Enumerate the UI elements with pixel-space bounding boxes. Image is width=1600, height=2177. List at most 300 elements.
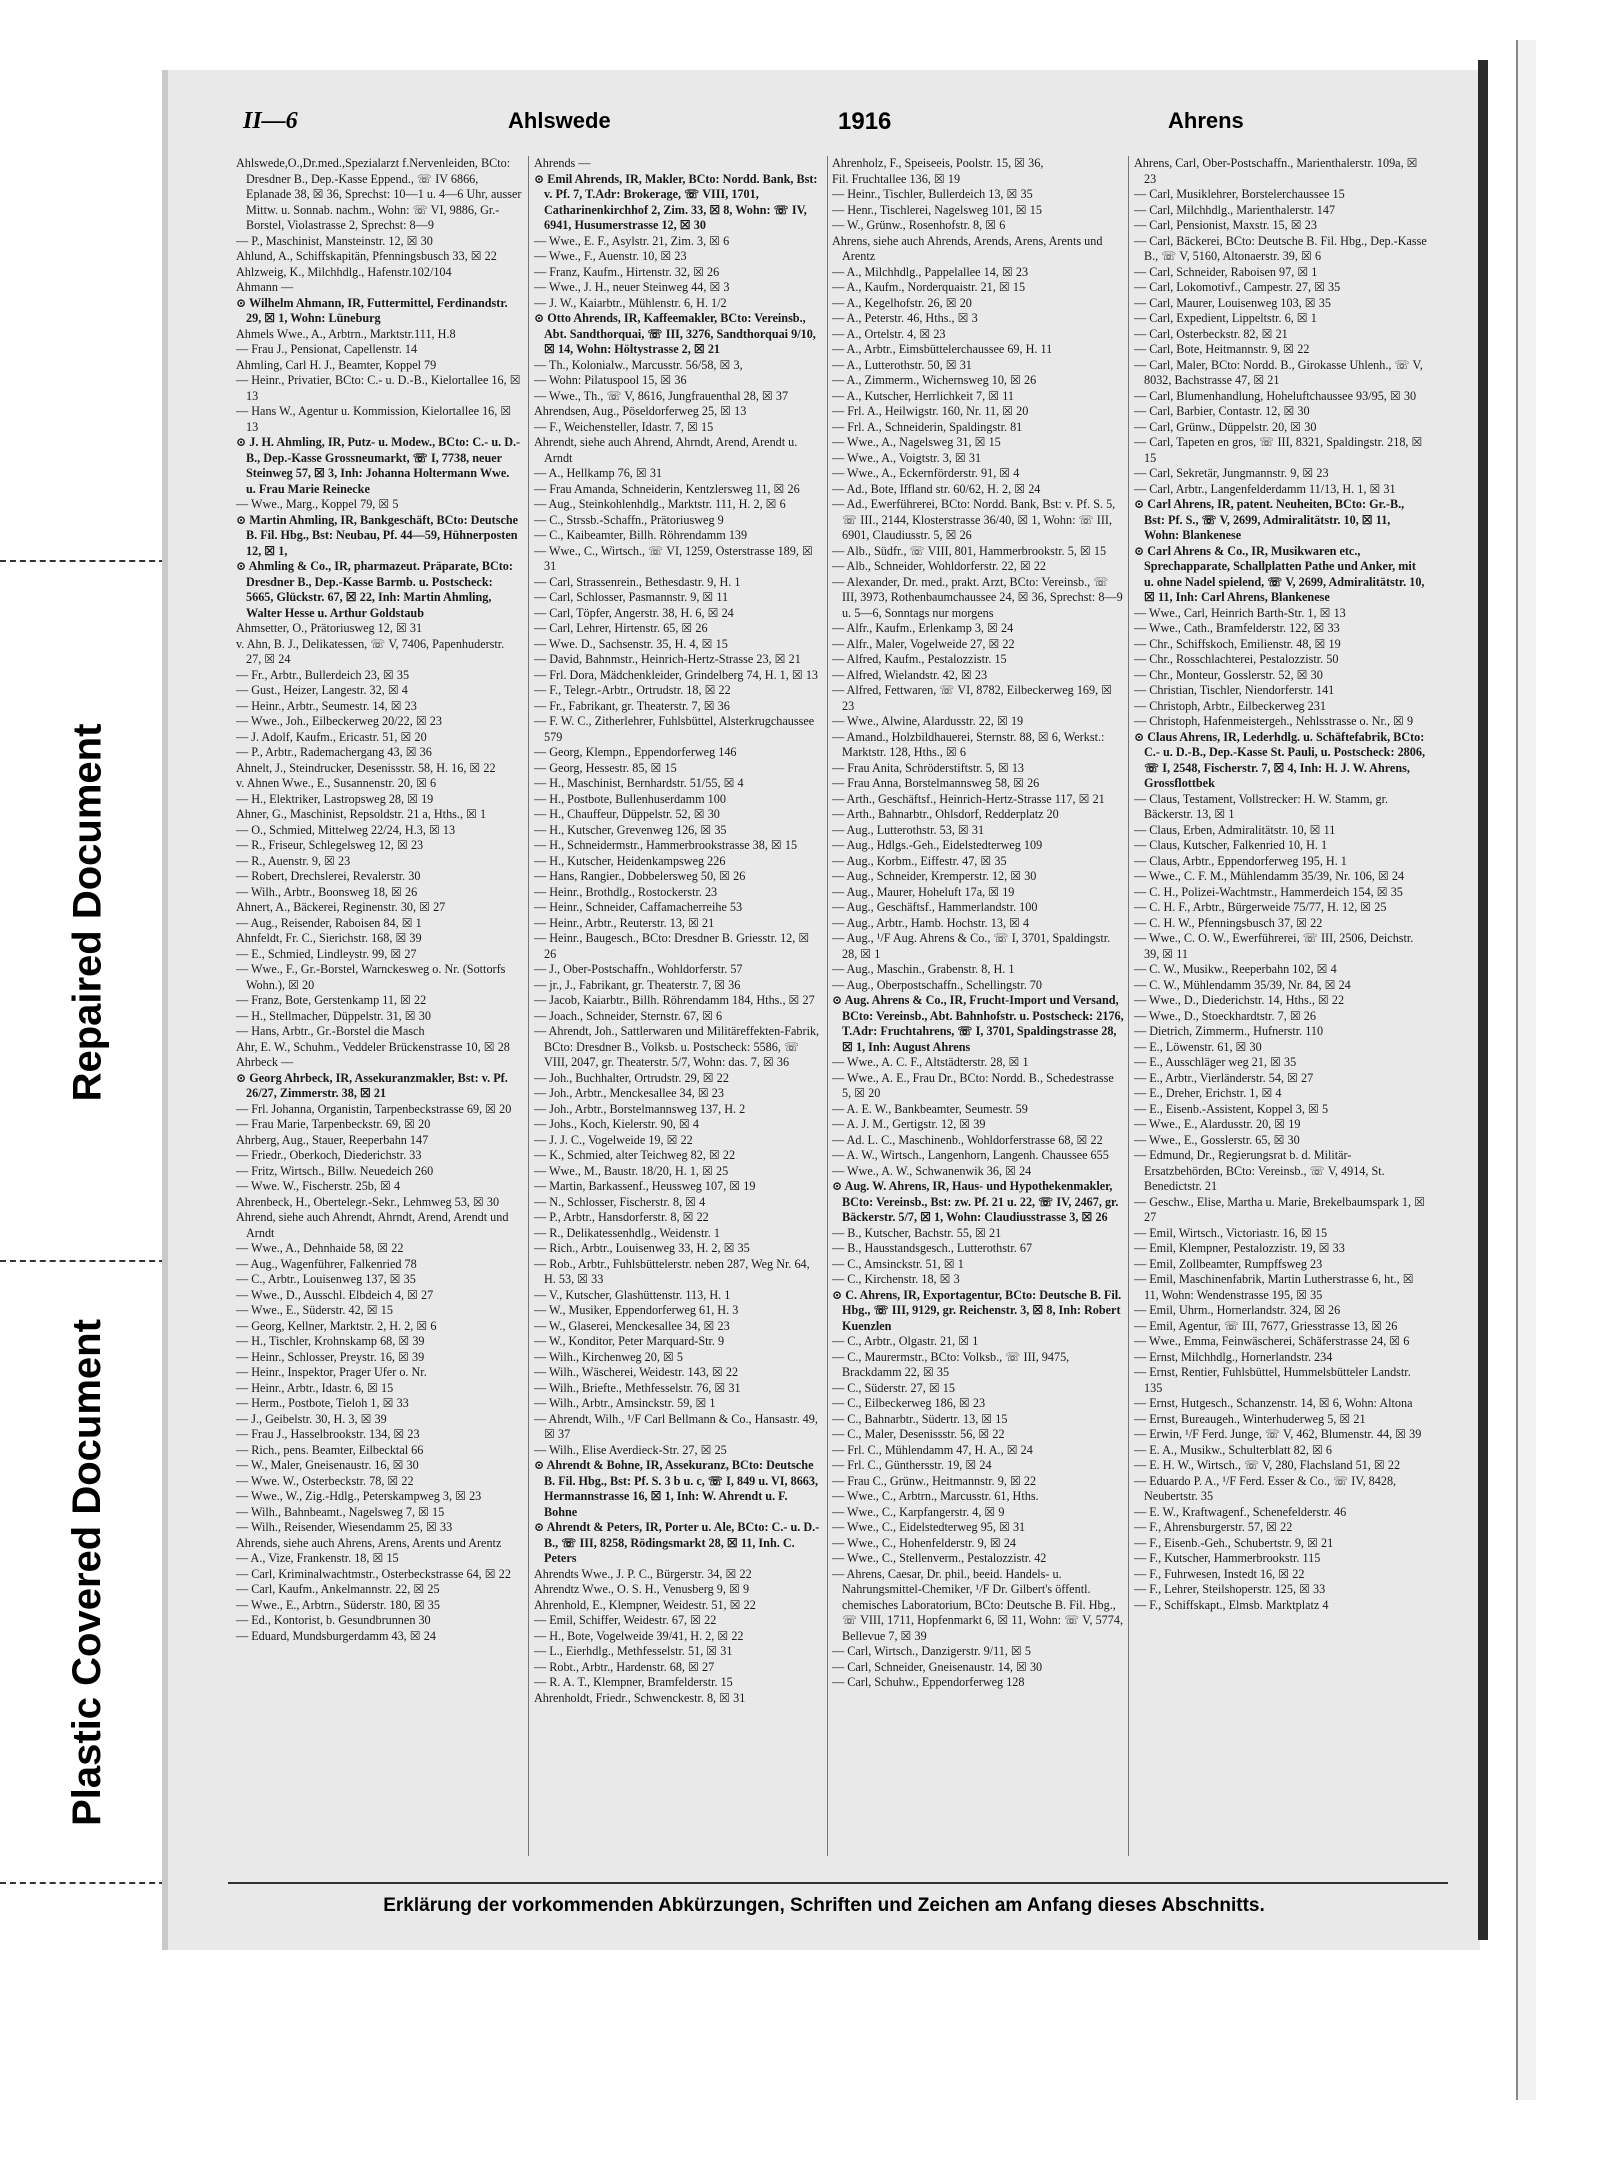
directory-column-4 bbox=[1134, 156, 1428, 1864]
directory-entry: — Alfr., Kaufm., Erlenkamp 3, ☒ 24 bbox=[832, 621, 1014, 635]
directory-entry: — Frau Anna, Borstelmannsweg 58, ☒ 26 bbox=[832, 776, 1040, 790]
directory-entry: — Carl, Maurer, Louisenweg 103, ☒ 35 bbox=[1134, 295, 1331, 310]
directory-entry: — Chr., Schiffskoch, Emilienstr. 48, ☒ 19 bbox=[1134, 636, 1341, 651]
page-number: II—6 bbox=[243, 108, 298, 134]
directory-entry: — Wwe., C. O. W., Ewerführerei, ☏ III, 2506, Deichstr. 39, ☒ 11 bbox=[1134, 931, 1414, 961]
directory-entry: Ahrendts Wwe., J. P. C., Bürgerstr. 34, ☒ 22 bbox=[534, 1566, 752, 1581]
directory-entry: — Carl, Schlosser, Pasmannstr. 9, ☒ 11 bbox=[534, 590, 729, 604]
directory-entry: — Carl, Musiklehrer, Borstelerchaussee 15 bbox=[1134, 187, 1345, 201]
directory-entry: Ahrberg, Aug., Stauer, Reeperbahn 147 bbox=[236, 1132, 429, 1147]
directory-entry: — Fr., Fabrikant, gr. Theaterstr. 7, ☒ 36 bbox=[534, 698, 730, 713]
directory-entry: Ahrends — bbox=[534, 156, 591, 170]
directory-entry: — Gust., Heizer, Langestr. 32, ☒ 4 bbox=[236, 683, 408, 697]
adjacent-page-edge bbox=[1516, 40, 1536, 2100]
directory-entry: ⊙ J. H. Ahmling, IR, Putz- u. Modew., BCto: C.- u. D.-B., Dep.-Kasse Grossneumarkt, ☏ I, 7738, neuer Steinweg 57, ☒ 3, Inh: Johanna Holtermann Wwe. u. Frau Marie Reinecke bbox=[236, 435, 521, 496]
directory-entry: — Wohn: Pilatuspool 15, ☒ 36 bbox=[534, 373, 687, 387]
directory-entry: Ahrendsen, Aug., Pöseldorferweg 25, ☒ 13 bbox=[534, 404, 747, 418]
directory-entry: — H., Bote, Vogelweide 39/41, H. 2, ☒ 22 bbox=[534, 1628, 744, 1643]
directory-entry: — N., Schlosser, Fischerstr. 8, ☒ 4 bbox=[534, 1194, 706, 1209]
directory-entry: — Ed., Kontorist, b. Gesundbrunnen 30 bbox=[236, 1613, 431, 1627]
directory-entry: — Johs., Koch, Kielerstr. 90, ☒ 4 bbox=[534, 1117, 699, 1131]
directory-entry: — P., Maschinist, Mansteinstr. 12, ☒ 30 bbox=[236, 233, 433, 248]
directory-entry: — Joh., Buchhalter, Ortrudstr. 29, ☒ 22 bbox=[534, 1070, 729, 1085]
directory-entry: — Aug., Oberpostschaffn., Schellingstr. 70 bbox=[832, 977, 1042, 992]
directory-entry: ⊙ Carl Ahrens, IR, patent. Neuheiten, BCto: Gr.-B., Bst: Pf. S., ☏ V, 2699, Admiralitätstr. 10, ☒ 11, Wohn: Blankenese bbox=[1134, 497, 1405, 542]
directory-entry: — Frl. C., Günthersstr. 19, ☒ 24 bbox=[832, 1458, 992, 1472]
footer-note: Erklärung der vorkommenden Abkürzungen, Schriften und Zeichen am Anfang dieses Abschnitts. bbox=[383, 1895, 1265, 1916]
directory-entry: — Frl. C., Mühlendamm 47, H. A., ☒ 24 bbox=[832, 1442, 1033, 1457]
directory-entry: — Frau Amanda, Schneiderin, Kentzlersweg 11, ☒ 26 bbox=[534, 481, 800, 496]
directory-entry: — C., Bahnarbtr., Südertr. 13, ☒ 15 bbox=[832, 1411, 1008, 1426]
directory-entry: — Aug., Schneider, Kremperstr. 12, ☒ 30 bbox=[832, 869, 1037, 883]
directory-entry: — Amand., Holzbildhauerei, Sternstr. 88, ☒ 6, Werkst.: Marktstr. 128, Hths., ☒ 6 bbox=[832, 729, 1105, 759]
directory-entry: — R., Auenstr. 9, ☒ 23 bbox=[236, 853, 351, 868]
directory-entry: — H., Kutscher, Grevenweg 126, ☒ 35 bbox=[534, 822, 727, 837]
directory-entry: — E. H. W., Wirtsch., ☏ V, 280, Flachsland 51, ☒ 22 bbox=[1134, 1458, 1401, 1472]
directory-entry: — C., Amsinckstr. 51, ☒ 1 bbox=[832, 1256, 964, 1271]
directory-entry: — A. E. W., Bankbeamter, Seumestr. 59 bbox=[832, 1101, 1028, 1116]
directory-entry: — Claus, Erben, Admiralitätstr. 10, ☒ 11 bbox=[1134, 822, 1336, 837]
directory-entry: — Wwe., A., Eckernförderstr. 91, ☒ 4 bbox=[832, 466, 1020, 480]
directory-entry: — Edmund, Dr., Regierungsrat b. d. Militär-Ersatzbehörden, BCto: Vereinsb., ☏ V, 4914, St. Benedictstr. 21 bbox=[1134, 1148, 1385, 1193]
directory-entry: — Carl, Lehrer, Hirtenstr. 65, ☒ 26 bbox=[534, 621, 708, 635]
directory-entry: — Aug., Maschin., Grabenstr. 8, H. 1 bbox=[832, 962, 1015, 976]
directory-entry: ⊙ Aug. W. Ahrens, IR, Haus- und Hypothekenmakler, BCto: Vereinsb., Bst: zw. Pf. 21 u. 22, ☏ IV, 2467, gr. Bäckerstr. 5/7, ☒ 1, Wohn: Claudiusstrasse 3, ☒ 26 bbox=[832, 1179, 1119, 1224]
directory-entry: — C., Arbtr., Louisenweg 137, ☒ 35 bbox=[236, 1272, 416, 1286]
directory-entry: — Carl, Schneider, Raboisen 97, ☒ 1 bbox=[1134, 264, 1318, 279]
directory-entry: Ahmels Wwe., A., Arbtrn., Marktstr.111, H.8 bbox=[236, 326, 456, 341]
directory-entry: — Emil, Zollbeamter, Rumpffsweg 23 bbox=[1134, 1256, 1323, 1271]
directory-entry: Ahmsetter, O., Prätoriusweg 12, ☒ 31 bbox=[236, 621, 423, 635]
directory-entry: — W., Musiker, Eppendorferweg 61, H. 3 bbox=[534, 1303, 739, 1317]
directory-entry: — Arth., Geschäftsf., Heinrich-Hertz-Strasse 117, ☒ 21 bbox=[832, 791, 1105, 806]
directory-entry: — Heinr., Schneider, Caffamacherreihe 53 bbox=[534, 900, 743, 914]
footer-rule bbox=[228, 1882, 1448, 1884]
directory-entry: — Th., Kolonialw., Marcusstr. 56/58, ☒ 3, bbox=[534, 357, 743, 372]
directory-entry: — W., Maler, Gneisenaustr. 16, ☒ 30 bbox=[236, 1458, 419, 1472]
directory-entry: — Wwe. D., Sachsenstr. 35, H. 4, ☒ 15 bbox=[534, 636, 728, 651]
directory-entry: — Wwe., Marg., Koppel 79, ☒ 5 bbox=[236, 497, 399, 511]
directory-entry: Ahrenholz, F., Speiseeis, Poolstr. 15, ☒ 36, bbox=[832, 156, 1044, 170]
directory-entry: — Wilh., Wäscherei, Weidestr. 143, ☒ 22 bbox=[534, 1365, 739, 1379]
repaired-document-label bbox=[0, 560, 175, 1264]
directory-entry: — Frau Anita, Schröderstiftstr. 5, ☒ 13 bbox=[832, 760, 1025, 775]
directory-entry: — Carl, Milchhdlg., Marienthalerstr. 147 bbox=[1134, 202, 1336, 217]
directory-entry: — Ernst, Rentier, Fuhlsbüttel, Hummelsbütteler Landstr. 135 bbox=[1134, 1365, 1411, 1395]
directory-entry: — W., Grünw., Rosenhofstr. 8, ☒ 6 bbox=[832, 218, 1006, 232]
directory-entry: Ahr, E. W., Schuhm., Veddeler Brückenstrasse 10, ☒ 28 bbox=[236, 1039, 510, 1054]
directory-entry: — B., Hausstandsgesch., Lutterothstr. 67 bbox=[832, 1241, 1033, 1255]
directory-entry: — Frau C., Grünw., Heitmannstr. 9, ☒ 22 bbox=[832, 1473, 1037, 1488]
directory-entry: — Wwe., F., Gr.-Borstel, Warnckesweg o. Nr. (Sottorfs Wohn.), ☒ 20 bbox=[236, 962, 506, 992]
directory-entry: — Wilh., Reisender, Wiesendamm 25, ☒ 33 bbox=[236, 1520, 453, 1534]
directory-column-3 bbox=[832, 156, 1124, 1864]
directory-entry: — Wilh., Kirchenweg 20, ☒ 5 bbox=[534, 1349, 683, 1364]
directory-entry: — W., Konditor, Peter Marquard-Str. 9 bbox=[534, 1334, 725, 1348]
directory-entry: — Alfred, Kaufm., Pestalozzistr. 15 bbox=[832, 652, 1007, 666]
directory-entry: — Georg, Hessestr. 85, ☒ 15 bbox=[534, 760, 677, 775]
directory-entry: — Wilh., Bahnbeamt., Nagelsweg 7, ☒ 15 bbox=[236, 1504, 445, 1519]
plastic-covered-document-label bbox=[0, 1260, 175, 1884]
directory-entry: ⊙ Ahrendt & Bohne, IR, Assekuranz, BCto: Deutsche B. Fil. Hbg., Bst: Pf. S. 3 b u. c, ☏ I, 849 u. VI, 8663, Hermannstrasse 16, ☒ 1, Inh: W. Ahrendt u. F. Bohne bbox=[534, 1458, 819, 1519]
directory-entry: — E., Arbtr., Vierländerstr. 54, ☒ 27 bbox=[1134, 1070, 1314, 1085]
directory-entry: — R., Friseur, Schlegelsweg 12, ☒ 23 bbox=[236, 838, 424, 852]
directory-entry: Ahnfeldt, Fr. C., Sierichstr. 168, ☒ 39 bbox=[236, 931, 422, 945]
directory-entry: Ahrendt, siehe auch Ahrend, Ahrndt, Arend, Arendt u. Arndt bbox=[534, 435, 798, 465]
directory-entry: — Aug., Steinkohlenhdlg., Marktstr. 111, H. 2, ☒ 6 bbox=[534, 497, 786, 511]
directory-entry: Ahrenhold, E., Klempner, Weidestr. 51, ☒ 22 bbox=[534, 1597, 756, 1612]
directory-entry: — J. W., Kaiarbtr., Mühlenstr. 6, H. 1/2 bbox=[534, 295, 727, 310]
directory-entry: — Eduard, Mundsburgerdamm 43, ☒ 24 bbox=[236, 1628, 436, 1643]
directory-entry: — A. W., Wirtsch., Langenhorn, Langenh. Chaussee 655 bbox=[832, 1148, 1109, 1162]
directory-entry: Ahlswede,O.,Dr.med.,Spezialarzt f.Nervenleiden, BCto: Dresdner B., Dep.-Kasse Eppend., ☏ IV 6866, Eplanade 38, ☒ 36, Sprechst: 10—1 u. 4—6 Uhr, ausser Mittw. u. Sonnab. nachm., Wohn: ☏ VI, 9886, Gr.-Borstel, Violastrasse 2, Sprechst: 8—9 bbox=[236, 156, 522, 232]
directory-entry: — Heinr., Inspektor, Prager Ufer o. Nr. bbox=[236, 1365, 427, 1379]
directory-entry: — Wilh., Arbtr., Boonsweg 18, ☒ 26 bbox=[236, 884, 418, 899]
directory-entry: — K., Schmied, alter Teichweg 82, ☒ 22 bbox=[534, 1148, 736, 1162]
directory-entry: — Joach., Schneider, Sternstr. 67, ☒ 6 bbox=[534, 1008, 723, 1023]
directory-entry: — Wwe., C., Karpfangerstr. 4, ☒ 9 bbox=[832, 1504, 1005, 1519]
directory-entry: — Wilh., Elise Averdieck-Str. 27, ☒ 25 bbox=[534, 1442, 727, 1457]
directory-entry: — Wwe., A., Voigtstr. 3, ☒ 31 bbox=[832, 450, 982, 465]
directory-entry: — Carl, Wirtsch., Danzigerstr. 9/11, ☒ 5 bbox=[832, 1644, 1031, 1658]
directory-entry: Ahlzweig, K., Milchhdlg., Hafenstr.102/104 bbox=[236, 264, 452, 279]
directory-entry: — Wwe., A. E., Frau Dr., BCto: Nordd. B., Schedestrasse 5, ☒ 20 bbox=[832, 1070, 1114, 1100]
directory-entry: — Wwe., M., Baustr. 18/20, H. 1, ☒ 25 bbox=[534, 1163, 729, 1178]
directory-entry: — Carl, Bäckerei, BCto: Deutsche B. Fil. Hbg., Dep.-Kasse B., ☏ V, 5160, Altonaerstr. 39, ☒ 6 bbox=[1134, 233, 1427, 263]
directory-entry: — Wwe., D., Diederichstr. 14, Hths., ☒ 22 bbox=[1134, 993, 1345, 1007]
directory-entry: — Wwe. W., Fischerstr. 25b, ☒ 4 bbox=[236, 1179, 401, 1193]
directory-entry: — Ahrens, Caesar, Dr. phil., beeid. Handels- u. Nahrungsmittel-Chemiker, ¹/F Dr. Gilbert's öffentl. chemisches Laboratorium, BCto: Deutsche B. Fil. Hbg., ☏ VIII, 1711, Hopfenmarkt 6, ☒ 11, Wohn: ☏ V, 5774, Bellevue 7, ☒ 39 bbox=[832, 1566, 1123, 1643]
directory-entry: — Wwe., D., Stoeckhardtstr. 7, ☒ 26 bbox=[1134, 1008, 1316, 1023]
directory-entry: — Wwe., Joh., Eilbeckerweg 20/22, ☒ 23 bbox=[236, 714, 442, 728]
directory-entry: — Frau Marie, Tarpenbeckstr. 69, ☒ 20 bbox=[236, 1117, 431, 1131]
directory-entry: ⊙ Emil Ahrends, IR, Makler, BCto: Nordd. Bank, Bst: v. Pf. 7, T.Adr: Brokerage, ☏ VIII, 1701, Catharinenkirchhof 2, Zim. 33, ☒ 8, Wohn: ☏ IV, 6941, Husumerstrasse 12, ☒ 30 bbox=[534, 171, 818, 232]
directory-entry: — Carl, Osterbeckstr. 82, ☒ 21 bbox=[1134, 326, 1288, 341]
directory-entry: — Carl, Lokomotivf., Campestr. 27, ☒ 35 bbox=[1134, 280, 1341, 294]
directory-entry: — Wwe., Alwine, Alardusstr. 22, ☒ 19 bbox=[832, 714, 1024, 728]
directory-entry: — Aug., Maurer, Hoheluft 17a, ☒ 19 bbox=[832, 884, 1015, 899]
directory-entry: — Alexander, Dr. med., prakt. Arzt, BCto: Vereinsb., ☏ III, 3973, Rothenbaumchaussee 24, ☒ 36, Sprechst: 8—9 u. 5—6, Sonntags nur morgens bbox=[832, 574, 1123, 620]
directory-entry: — Franz, Bote, Gerstenkamp 11, ☒ 22 bbox=[236, 993, 427, 1007]
directory-entry: — Carl, Arbtr., Langenfelderdamm 11/13, H. 1, ☒ 31 bbox=[1134, 481, 1396, 496]
directory-entry: — Wwe., A. W., Schwanenwik 36, ☒ 24 bbox=[832, 1163, 1032, 1178]
directory-entry: — A., Ortelstr. 4, ☒ 23 bbox=[832, 326, 946, 341]
directory-entry: Ahnert, A., Bäckerei, Reginenstr. 30, ☒ 27 bbox=[236, 900, 446, 914]
directory-entry: — C., Kaibeamter, Billh. Röhrendamm 139 bbox=[534, 528, 748, 542]
directory-entry: — C., Maurermstr., BCto: Volksb., ☏ III, 9475, Brackdamm 22, ☒ 35 bbox=[832, 1349, 1070, 1379]
directory-entry: — Hans, Arbtr., Gr.-Borstel die Masch bbox=[236, 1024, 425, 1038]
directory-entry: — Wwe., F., Auenstr. 10, ☒ 23 bbox=[534, 249, 687, 263]
directory-entry: — Alfred, Wielandstr. 42, ☒ 23 bbox=[832, 667, 988, 682]
directory-entry: — Ahrendt, Joh., Sattlerwaren und Militäreffekten-Fabrik, BCto: Dresdner B., Volksb. u. Postscheck: 5586, ☏ VIII, 2047, gr. Theaterstr. 5/7, Wohn: das. 7, ☒ 36 bbox=[534, 1024, 820, 1069]
directory-entry: — Heinr., Arbtr., Seumestr. 14, ☒ 23 bbox=[236, 698, 417, 713]
directory-entry: Ahrens, Carl, Ober-Postschaffn., Marienthalerstr. 109a, ☒ 23 bbox=[1134, 156, 1418, 186]
directory-entry: — Frl. Dora, Mädchenkleider, Grindelberg 74, H. 1, ☒ 13 bbox=[534, 667, 819, 682]
directory-column-2 bbox=[534, 156, 822, 1864]
directory-entry: — Aug., Reisender, Raboisen 84, ☒ 1 bbox=[236, 915, 422, 930]
directory-entry: — Emil, Agentur, ☏ III, 7677, Griesstrasse 13, ☒ 26 bbox=[1134, 1318, 1398, 1333]
directory-entry: — F., Weichensteller, Idastr. 7, ☒ 15 bbox=[534, 419, 714, 434]
directory-entry: — Wilh., Arbtr., Amsinckstr. 59, ☒ 1 bbox=[534, 1396, 716, 1410]
directory-entry: — Ernst, Bureaugeh., Winterhuderweg 5, ☒ 21 bbox=[1134, 1411, 1366, 1426]
directory-entry: — Robert, Drechslerei, Revalerstr. 30 bbox=[236, 869, 421, 883]
directory-entry: — Aug., Korbm., Eiffestr. 47, ☒ 35 bbox=[832, 853, 1007, 868]
directory-entry: — Heinr., Privatier, BCto: C.- u. D.-B., Kielortallee 16, ☒ 13 bbox=[236, 373, 521, 403]
directory-entry: — Carl, Sekretär, Jungmannstr. 9, ☒ 23 bbox=[1134, 466, 1329, 480]
directory-entry: — Carl, Strassenrein., Bethesdastr. 9, H. 1 bbox=[534, 574, 741, 589]
directory-entry: — Carl, Schneider, Gneisenaustr. 14, ☒ 30 bbox=[832, 1659, 1043, 1674]
directory-entry: — Claus, Kutscher, Falkenried 10, H. 1 bbox=[1134, 838, 1328, 852]
directory-entry: — E., Dreher, Erichstr. 1, ☒ 4 bbox=[1134, 1086, 1282, 1100]
directory-entry: — A., Kaufm., Norderquaistr. 21, ☒ 15 bbox=[832, 280, 1026, 294]
directory-entry: — O., Schmied, Mittelweg 22/24, H.3, ☒ 13 bbox=[236, 822, 456, 837]
directory-entry: — Wwe., C., Stellenverm., Pestalozzistr. 42 bbox=[832, 1551, 1047, 1565]
directory-entry: — Wilh., Briefte., Methfesselstr. 76, ☒ 31 bbox=[534, 1380, 741, 1395]
directory-entry: — H., Postbote, Bullenhuserdamm 100 bbox=[534, 791, 726, 806]
directory-entry: — E., Ausschläger weg 21, ☒ 35 bbox=[1134, 1055, 1297, 1069]
directory-entry: — F., Kutscher, Hammerbrookstr. 115 bbox=[1134, 1551, 1321, 1565]
directory-entry: — Carl, Pensionist, Maxstr. 15, ☒ 23 bbox=[1134, 218, 1317, 232]
directory-entry: — Henr., Tischlerei, Nagelsweg 101, ☒ 15 bbox=[832, 202, 1042, 217]
directory-entry: — Carl, Schuhw., Eppendorferweg 128 bbox=[832, 1675, 1025, 1689]
page-header bbox=[168, 108, 1480, 148]
directory-entry: ⊙ Aug. Ahrens & Co., IR, Frucht-Import und Versand, BCto: Vereinsb., Abt. Bahnhofstr. u. Postscheck: 2176, T.Adr: Fruchtahrens, ☏ I, 3701, Spaldingstrasse 28, ☒ 1, Inh: August Ahrens bbox=[832, 993, 1124, 1054]
directory-entry: — C., Kirchenstr. 18, ☒ 3 bbox=[832, 1272, 960, 1286]
directory-entry: Ahrenbeck, H., Obertelegr.-Sekr., Lehmweg 53, ☒ 30 bbox=[236, 1194, 500, 1209]
directory-entry: — Alb., Schneider, Wohldorferstr. 22, ☒ 22 bbox=[832, 559, 1047, 573]
directory-entry: — David, Bahnmstr., Heinrich-Hertz-Strasse 23, ☒ 21 bbox=[534, 652, 801, 666]
directory-entry: — Joh., Arbtr., Borstelmannsweg 137, H. 2 bbox=[534, 1101, 746, 1116]
directory-entry: — B., Kutscher, Bachstr. 55, ☒ 21 bbox=[832, 1225, 1002, 1240]
directory-entry: — Friedr., Oberkoch, Diederichstr. 33 bbox=[236, 1148, 422, 1162]
directory-entry: — C. W., Musikw., Reeperbahn 102, ☒ 4 bbox=[1134, 962, 1337, 976]
directory-entry: — Wwe., D., Ausschl. Elbdeich 4, ☒ 27 bbox=[236, 1287, 434, 1302]
directory-entry: — Alb., Südfr., ☏ VIII, 801, Hammerbrookstr. 5, ☒ 15 bbox=[832, 543, 1107, 558]
directory-entry: — Christoph, Arbtr., Eilbeckerweg 231 bbox=[1134, 698, 1326, 713]
directory-entry: — Alfr., Maler, Vogelweide 27, ☒ 22 bbox=[832, 636, 1015, 651]
directory-entry: — F., Telegr.-Arbtr., Ortrudstr. 18, ☒ 22 bbox=[534, 683, 731, 697]
directory-entry: — Wwe., Th., ☏ V, 8616, Jungfrauenthal 28, ☒ 37 bbox=[534, 388, 789, 403]
directory-entry: ⊙ Ahmling & Co., IR, pharmazeut. Präparate, BCto: Dresdner B., Dep.-Kasse Barmb. u. Postscheck: 5665, Glückstr. 67, ☒ 22, Inh: Martin Ahmling, Walter Hesse u. Arthur Goldstaub bbox=[236, 559, 513, 620]
directory-entry: — A., Arbtr., Eimsbüttelerchaussee 69, H. 11 bbox=[832, 342, 1053, 356]
repaired-document-text: Repaired Document bbox=[65, 723, 110, 1101]
directory-entry: — Aug., Lutterothstr. 53, ☒ 31 bbox=[832, 822, 985, 837]
directory-entry: — P., Arbtr., Rademachergang 43, ☒ 36 bbox=[236, 745, 432, 759]
directory-entry: ⊙ Ahrendt & Peters, IR, Porter u. Ale, BCto: C.- u. D.-B., ☏ III, 8258, Rödingsmarkt 28, ☒ 11, Inh. C. Peters bbox=[534, 1520, 820, 1565]
directory-entry: — Claus, Arbtr., Eppendorferweg 195, H. 1 bbox=[1134, 853, 1347, 868]
directory-entry: — H., Maschinist, Bernhardstr. 51/55, ☒ 4 bbox=[534, 776, 744, 790]
directory-entry: — Wwe., C., Hohenfelderstr. 9, ☒ 24 bbox=[832, 1535, 1017, 1550]
directory-entry: Ahlund, A., Schiffskapitän, Pfenningsbusch 33, ☒ 22 bbox=[236, 249, 497, 263]
directory-entry: — F., Fuhrwesen, Instedt 16, ☒ 22 bbox=[1134, 1566, 1305, 1581]
directory-entry: — Wwe., A., Dehnhaide 58, ☒ 22 bbox=[236, 1241, 404, 1255]
directory-entry: — Rich., pens. Beamter, Eilbecktal 66 bbox=[236, 1442, 424, 1457]
directory-entry: — Carl, Töpfer, Angerstr. 38, H. 6, ☒ 24 bbox=[534, 605, 734, 620]
directory-entry: ⊙ Martin Ahmling, IR, Bankgeschäft, BCto: Deutsche B. Fil. Hbg., Bst: Neubau, Pf. 44—59, Hühnerposten 12, ☒ 1, bbox=[236, 512, 519, 558]
directory-entry: — H., Kutscher, Heidenkampsweg 226 bbox=[534, 853, 726, 868]
right-running-head: Ahrens bbox=[1168, 108, 1244, 133]
directory-entry: — C., Strssb.-Schaffn., Prätoriusweg 9 bbox=[534, 512, 724, 527]
directory-entry: — Wwe., C., Eidelstedterweg 95, ☒ 31 bbox=[832, 1520, 1026, 1534]
directory-entry: — C. W., Mühlendamm 35/39, Nr. 84, ☒ 24 bbox=[1134, 977, 1351, 992]
directory-entry: — Jacob, Kaiarbtr., Billh. Röhrendamm 184, Hths., ☒ 27 bbox=[534, 993, 815, 1007]
directory-entry: — Carl, Expedient, Lippeltstr. 6, ☒ 1 bbox=[1134, 311, 1317, 325]
directory-entry: — Heinr., Schlosser, Preystr. 16, ☒ 39 bbox=[236, 1349, 425, 1364]
directory-entry: — Geschw., Elise, Martha u. Marie, Brekelbaumspark 1, ☒ 27 bbox=[1134, 1194, 1426, 1224]
directory-entry: — Frl. Johanna, Organistin, Tarpenbeckstrasse 69, ☒ 20 bbox=[236, 1101, 512, 1116]
directory-entry: — E., Eisenb.-Assistent, Koppel 3, ☒ 5 bbox=[1134, 1101, 1329, 1116]
directory-entry: — Emil, Wirtsch., Victoriastr. 16, ☒ 15 bbox=[1134, 1225, 1328, 1240]
directory-entry: — A., Vize, Frankenstr. 18, ☒ 15 bbox=[236, 1551, 399, 1565]
directory-entry: — H., Elektriker, Lastropsweg 28, ☒ 19 bbox=[236, 791, 434, 806]
directory-entry: — C., Eilbeckerweg 186, ☒ 23 bbox=[832, 1396, 986, 1410]
directory-entry: — F. W. C., Zitherlehrer, Fuhlsbüttel, Alsterkrugchaussee 579 bbox=[534, 714, 815, 744]
directory-entry: — Frau J., Hasselbrookstr. 134, ☒ 23 bbox=[236, 1427, 420, 1441]
directory-entry: — Wwe., Emma, Feinwäscherei, Schäferstrasse 24, ☒ 6 bbox=[1134, 1334, 1410, 1348]
directory-entry: — Aug., Hdlgs.-Geh., Eidelstedterweg 109 bbox=[832, 838, 1043, 852]
directory-entry: — Eduardo P. A., ¹/F Ferd. Esser & Co., ☏ IV, 8428, Neubertstr. 35 bbox=[1134, 1473, 1397, 1503]
directory-entry: — J., Geibelstr. 30, H. 3, ☒ 39 bbox=[236, 1411, 387, 1426]
year-heading: 1916 bbox=[838, 108, 892, 135]
directory-entry: — Fritz, Wirtsch., Billw. Neuedeich 260 bbox=[236, 1163, 434, 1178]
directory-entry: — Rob., Arbtr., Fuhlsbüttelerstr. neben 287, Weg Nr. 64, H. 53, ☒ 33 bbox=[534, 1256, 810, 1286]
directory-entry: — C. H. W., Pfenningsbusch 37, ☒ 22 bbox=[1134, 915, 1323, 930]
column-divider bbox=[827, 156, 828, 1856]
directory-entry: — Erwin, ¹/F Ferd. Junge, ☏ V, 462, Blumenstr. 44, ☒ 39 bbox=[1134, 1427, 1422, 1441]
directory-entry: — Wwe., E., Arbtrn., Süderstr. 180, ☒ 35 bbox=[236, 1597, 440, 1612]
directory-entry: — C., Süderstr. 27, ☒ 15 bbox=[832, 1380, 955, 1395]
column-divider bbox=[528, 156, 529, 1856]
directory-entry: — Aug., Arbtr., Hamb. Hochstr. 13, ☒ 4 bbox=[832, 915, 1030, 930]
directory-entry: — Fr., Arbtr., Bullerdeich 23, ☒ 35 bbox=[236, 667, 410, 682]
directory-entry: — Ad., Ewerführerei, BCto: Nordd. Bank, Bst: v. Pf. S. 5, ☏ III., 2144, Klosterstrasse 36/40, ☒ 1, Wohn: ☏ III, 6901, Claudiusstr. 5, ☒ 26 bbox=[832, 497, 1116, 542]
directory-entry: — jr., J., Fabrikant, gr. Theaterstr. 7, ☒ 36 bbox=[534, 977, 741, 992]
directory-entry: — A., Lutterothstr. 50, ☒ 31 bbox=[832, 357, 972, 372]
directory-entry: — Carl, Tapeten en gros, ☏ III, 8321, Spaldingstr. 218, ☒ 15 bbox=[1134, 435, 1423, 465]
directory-entry: — Carl, Grünw., Düppelstr. 20, ☒ 30 bbox=[1134, 419, 1317, 434]
directory-entry: Ahner, G., Maschinist, Repsoldstr. 21 a, Hths., ☒ 1 bbox=[236, 807, 487, 821]
directory-entry: — Hans W., Agentur u. Kommission, Kielortallee 16, ☒ 13 bbox=[236, 404, 512, 434]
directory-entry: — J. Adolf, Kaufm., Ericastr. 51, ☒ 20 bbox=[236, 729, 427, 744]
directory-entry: — Ernst, Hutgesch., Schanzenstr. 14, ☒ 6, Wohn: Altona bbox=[1134, 1396, 1413, 1410]
directory-entry: — F., Lehrer, Steilshoperstr. 125, ☒ 33 bbox=[1134, 1582, 1326, 1596]
directory-entry: Ahrends, siehe auch Ahrens, Arens, Arents und Arentz bbox=[236, 1535, 502, 1550]
directory-entry: — A., Zimmerm., Wichernsweg 10, ☒ 26 bbox=[832, 373, 1037, 387]
directory-entry: — Wwe., E. F., Asylstr. 21, Zim. 3, ☒ 6 bbox=[534, 233, 730, 248]
directory-entry: — Carl, Kaufm., Ankelmannstr. 22, ☒ 25 bbox=[236, 1582, 440, 1596]
column-divider bbox=[1128, 156, 1129, 1856]
directory-entry: — Claus, Testament, Vollstrecker: H. W. Stamm, gr. Bäckerstr. 13, ☒ 1 bbox=[1134, 791, 1389, 821]
directory-entry: — H., Tischler, Krohnskamp 68, ☒ 39 bbox=[236, 1334, 425, 1348]
directory-entry: — Ad., Bote, Iffland str. 60/62, H. 2, ☒ 24 bbox=[832, 481, 1041, 496]
directory-entry: — V., Kutscher, Glashüttenstr. 113, H. 1 bbox=[534, 1287, 731, 1302]
directory-entry: ⊙ Otto Ahrends, IR, Kaffeemakler, BCto: Vereinsb., Abt. Sandthorquai, ☏ III, 3276, Sandthorquai 9/10, ☒ 14, Wohn: Höltystrasse 2, ☒ 21 bbox=[534, 311, 816, 356]
directory-entry: — C., Maler, Desenissstr. 56, ☒ 22 bbox=[832, 1427, 1005, 1441]
directory-entry: Ahmann — bbox=[236, 280, 294, 294]
directory-entry: — Hans, Rangier., Dobbelersweg 50, ☒ 26 bbox=[534, 869, 746, 883]
directory-entry: Ahrenholdt, Friedr., Schwenckestr. 8, ☒ 31 bbox=[534, 1690, 746, 1705]
directory-entry: — Heinr., Tischler, Bullerdeich 13, ☒ 35 bbox=[832, 187, 1033, 201]
directory-entry: — F., Ahrensburgerstr. 57, ☒ 22 bbox=[1134, 1520, 1293, 1534]
directory-entry: — J., Ober-Postschaffn., Wohldorferstr. 57 bbox=[534, 962, 743, 976]
directory-entry: — Chr., Rosschlachterei, Pestalozzistr. 50 bbox=[1134, 652, 1339, 666]
directory-entry: — A., Hellkamp 76, ☒ 31 bbox=[534, 466, 663, 480]
directory-entry: — Alfred, Fettwaren, ☏ VI, 8782, Eilbeckerweg 169, ☒ 23 bbox=[832, 683, 1113, 713]
directory-entry: — C., Arbtr., Olgastr. 21, ☒ 1 bbox=[832, 1334, 979, 1348]
directory-entry: — Wwe., Cath., Bramfelderstr. 122, ☒ 33 bbox=[1134, 621, 1340, 635]
directory-entry: — Carl, Kriminalwachtmstr., Osterbeckstrasse 64, ☒ 22 bbox=[236, 1566, 511, 1581]
directory-entry: — Wwe., E., Gosslerstr. 65, ☒ 30 bbox=[1134, 1132, 1300, 1147]
directory-entry: — Wwe., W., Zig.-Hdlg., Peterskampweg 3, ☒ 23 bbox=[236, 1489, 482, 1503]
directory-entry: — P., Arbtr., Hansdorferstr. 8, ☒ 22 bbox=[534, 1210, 709, 1224]
directory-entry: — Emil, Maschinenfabrik, Martin Lutherstrasse 6, ht., ☒ 11, Wohn: Wendenstrasse 195, ☒ 35 bbox=[1134, 1272, 1414, 1302]
directory-entry: — W., Glaserei, Menckesallee 34, ☒ 23 bbox=[534, 1318, 730, 1333]
directory-entry: Ahrend, siehe auch Ahrendt, Ahrndt, Arend, Arendt und Arndt bbox=[236, 1210, 509, 1240]
directory-entry: — Arth., Bahnarbtr., Ohlsdorf, Redderplatz 20 bbox=[832, 807, 1059, 821]
directory-entry: Ahnelt, J., Steindrucker, Desenissstr. 58, H. 16, ☒ 22 bbox=[236, 760, 496, 775]
directory-entry: ⊙ Wilhelm Ahmann, IR, Futtermittel, Ferdinandstr. 29, ☒ 1, Wohn: Lüneburg bbox=[236, 295, 508, 325]
directory-entry: — Carl, Barbier, Contastr. 12, ☒ 30 bbox=[1134, 404, 1310, 418]
directory-entry: — E., Schmied, Lindleystr. 99, ☒ 27 bbox=[236, 946, 417, 961]
directory-entry: — F., Schiffskapt., Elmsb. Marktplatz 4 bbox=[1134, 1597, 1329, 1612]
directory-entry: — Christoph, Hafenmeistergeh., Nehlsstrasse o. Nr., ☒ 9 bbox=[1134, 714, 1414, 728]
directory-entry: — F., Eisenb.-Geh., Schubertstr. 9, ☒ 21 bbox=[1134, 1535, 1334, 1550]
directory-entry: — A., Kegelhofstr. 26, ☒ 20 bbox=[832, 295, 972, 310]
directory-entry: — Herm., Postbote, Tieloh 1, ☒ 33 bbox=[236, 1396, 409, 1410]
directory-entry: — E. W., Kraftwagenf., Schenefelderstr. 46 bbox=[1134, 1504, 1347, 1519]
directory-entry: — Aug., Wagenführer, Falkenried 78 bbox=[236, 1256, 417, 1271]
directory-entry: — A., Milchhdlg., Pappelallee 14, ☒ 23 bbox=[832, 264, 1029, 279]
directory-entry: — Frau J., Pensionat, Capellenstr. 14 bbox=[236, 342, 418, 356]
directory-entry: — Wwe., A. C. F., Altstädterstr. 28, ☒ 1 bbox=[832, 1055, 1029, 1069]
page-right-edge bbox=[1478, 60, 1488, 1940]
directory-entry: — Aug., ¹/F Aug. Ahrens & Co., ☏ I, 3701, Spaldingstr. 28, ☒ 1 bbox=[832, 931, 1111, 961]
directory-entry: — Joh., Arbtr., Menckesallee 34, ☒ 23 bbox=[534, 1086, 724, 1100]
directory-entry: — H., Schneidermstr., Hammerbrookstrasse 38, ☒ 15 bbox=[534, 838, 798, 852]
directory-entry: — Carl, Bote, Heitmannstr. 9, ☒ 22 bbox=[1134, 342, 1310, 356]
directory-entry: — E. A., Musikw., Schulterblatt 82, ☒ 6 bbox=[1134, 1442, 1333, 1457]
directory-entry: ⊙ Carl Ahrens & Co., IR, Musikwaren etc., Sprechapparate, Schallplatten Pathe und Anker, mit u. ohne Nadel spielend, ☏ V, 2699, Admiralitätstr. 10, ☒ 11, Inh: Carl Ahrens, Blankenese bbox=[1134, 543, 1425, 604]
directory-entry: — A. J. M., Gertigstr. 12, ☒ 39 bbox=[832, 1117, 986, 1131]
directory-entry: — R., Delikatessenhdlg., Weidenstr. 1 bbox=[534, 1225, 720, 1240]
directory-entry: — Heinr., Arbtr., Idastr. 6, ☒ 15 bbox=[236, 1380, 394, 1395]
directory-entry: — Frl. A., Schneiderin, Spaldingstr. 81 bbox=[832, 419, 1023, 434]
directory-entry: — Ernst, Milchhdlg., Hornerlandstr. 234 bbox=[1134, 1349, 1333, 1364]
directory-entry: — Heinr., Brothdlg., Rostockerstr. 23 bbox=[534, 884, 718, 899]
directory-entry: — Robt., Arbtr., Hardenstr. 68, ☒ 27 bbox=[534, 1659, 715, 1674]
directory-entry: — Georg, Klempn., Eppendorferweg 146 bbox=[534, 745, 737, 759]
directory-entry: — Ahrendt, Wilh., ¹/F Carl Bellmann & Co., Hansastr. 49, ☒ 37 bbox=[534, 1411, 818, 1441]
directory-entry: Fil. Fruchtallee 136, ☒ 19 bbox=[832, 171, 961, 186]
directory-entry: — Wwe. W., Osterbeckstr. 78, ☒ 22 bbox=[236, 1473, 414, 1488]
directory-entry: — Emil, Klempner, Pestalozzistr. 19, ☒ 33 bbox=[1134, 1241, 1345, 1255]
directory-entry: — Christian, Tischler, Niendorferstr. 141 bbox=[1134, 683, 1335, 697]
directory-entry: — C. H. F., Arbtr., Bürgerweide 75/77, H. 12, ☒ 25 bbox=[1134, 900, 1387, 914]
directory-entry: — E., Löwenstr. 61, ☒ 30 bbox=[1134, 1039, 1262, 1054]
directory-entry: Ahrendtz Wwe., O. S. H., Venusberg 9, ☒ 9 bbox=[534, 1582, 750, 1596]
directory-entry: v. Ahn, B. J., Delikatessen, ☏ V, 7406, Papenhuderstr. 27, ☒ 24 bbox=[236, 636, 505, 666]
directory-entry: — Franz, Kaufm., Hirtenstr. 32, ☒ 26 bbox=[534, 264, 720, 279]
directory-entry: — Georg, Kellner, Marktstr. 2, H. 2, ☒ 6 bbox=[236, 1318, 437, 1333]
directory-entry: — H., Stellmacher, Düppelstr. 31, ☒ 30 bbox=[236, 1008, 431, 1023]
directory-entry: — Heinr., Baugesch., BCto: Dresdner B. Griesstr. 12, ☒ 26 bbox=[534, 931, 810, 961]
directory-entry: ⊙ Georg Ahrbeck, IR, Assekuranzmakler, Bst: v. Pf. 26/27, Zimmerstr. 38, ☒ 21 bbox=[236, 1070, 508, 1100]
directory-entry: — Aug., Geschäftsf., Hammerlandstr. 100 bbox=[832, 900, 1038, 914]
directory-entry: — Wwe., C., Wirtsch., ☏ VI, 1259, Osterstrasse 189, ☒ 31 bbox=[534, 543, 813, 573]
directory-entry: — L., Eierhdlg., Methfesselstr. 51, ☒ 31 bbox=[534, 1644, 733, 1658]
directory-entry: ⊙ Claus Ahrens, IR, Lederhdlg. u. Schäftefabrik, BCto: C.- u. D.-B., Dep.-Kasse St. Pauli, u. Postscheck: 2806, ☏ I, 2548, Fischerstr. 7, ☒ 4, Inh: H. J. W. Ahrens, Grossflottbek bbox=[1134, 729, 1425, 790]
directory-entry: — Wwe., Carl, Heinrich Barth-Str. 1, ☒ 13 bbox=[1134, 605, 1346, 620]
